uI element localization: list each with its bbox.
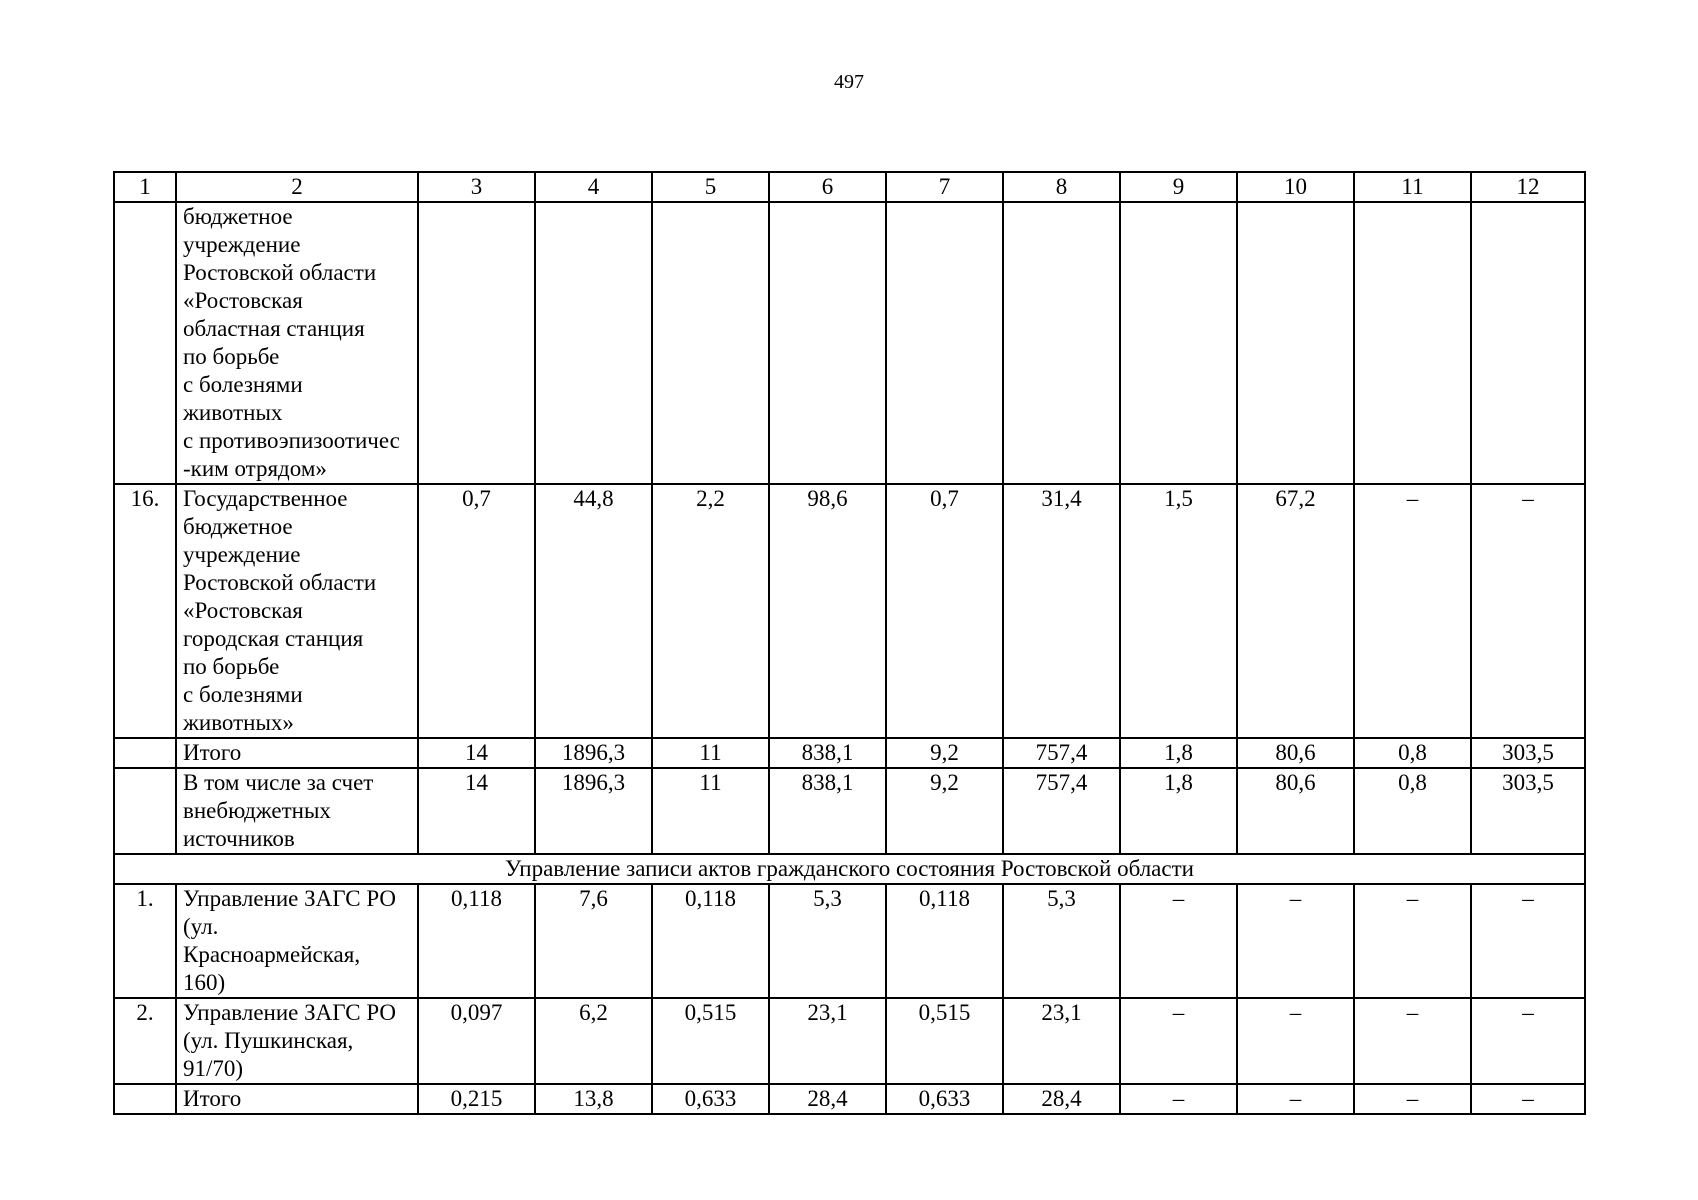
value-cell: 0,7 [418, 484, 535, 738]
column-number-header: 2 [176, 172, 418, 202]
value-cell: – [1237, 884, 1354, 998]
value-cell: 0,8 [1354, 768, 1471, 854]
institution-name-cell: Итого [176, 738, 418, 768]
value-cell: 757,4 [1003, 768, 1120, 854]
value-cell: – [1120, 1084, 1237, 1114]
table-row [114, 484, 1585, 738]
value-cell: 80,6 [1237, 768, 1354, 854]
value-cell: 0,8 [1354, 738, 1471, 768]
institution-name-cell: В том числе за счет внебюджетных источников [176, 768, 418, 854]
value-cell: 757,4 [1003, 738, 1120, 768]
column-number-header: 3 [418, 172, 535, 202]
row-number-cell [114, 202, 176, 484]
row-number-cell [114, 768, 176, 854]
value-cell: 9,2 [886, 738, 1003, 768]
institution-name-cell: Государственное бюджетное учреждение Ростовской области «Ростовская городская станция по борьбе с болезнями животных» [176, 484, 418, 738]
value-cell: 0,118 [886, 884, 1003, 998]
value-cell: – [1120, 998, 1237, 1084]
value-cell: 23,1 [769, 998, 886, 1084]
value-cell: 1,5 [1120, 484, 1237, 738]
value-cell: 303,5 [1471, 768, 1585, 854]
value-cell: – [1471, 998, 1585, 1084]
value-cell: 838,1 [769, 738, 886, 768]
institution-name-cell: бюджетное учреждение Ростовской области «Ростовская областная станция по борьбе с болезнями животных с противоэпизоотичес -ким отрядом» [176, 202, 418, 484]
column-number-header: 8 [1003, 172, 1120, 202]
value-cell: – [1354, 484, 1471, 738]
value-cell: 14 [418, 768, 535, 854]
value-cell: 0,097 [418, 998, 535, 1084]
table-row [114, 884, 1585, 998]
institution-name-cell: Управление ЗАГС РО (ул. Пушкинская, 91/70) [176, 998, 418, 1084]
value-cell: 0,215 [418, 1084, 535, 1114]
value-cell: – [1471, 884, 1585, 998]
value-cell: 28,4 [1003, 1084, 1120, 1114]
column-number-header: 9 [1120, 172, 1237, 202]
row-number-cell [114, 738, 176, 768]
institution-name-cell: Управление ЗАГС РО (ул. Красноармейская, 160) [176, 884, 418, 998]
value-cell [1120, 202, 1237, 484]
section-title: Управление записи актов гражданского состояния Ростовской области [114, 854, 1585, 884]
value-cell: 44,8 [535, 484, 652, 738]
column-number-header: 11 [1354, 172, 1471, 202]
value-cell: 5,3 [769, 884, 886, 998]
table-row [114, 738, 1585, 768]
column-number-header: 10 [1237, 172, 1354, 202]
value-cell: – [1471, 1084, 1585, 1114]
section-header-row [114, 854, 1585, 884]
value-cell: – [1354, 1084, 1471, 1114]
institution-name-cell: Итого [176, 1084, 418, 1114]
value-cell: 5,3 [1003, 884, 1120, 998]
table-row [114, 202, 1585, 484]
row-number-cell [114, 1084, 176, 1114]
column-number-header: 1 [114, 172, 176, 202]
column-number-header: 7 [886, 172, 1003, 202]
column-number-header: 12 [1471, 172, 1585, 202]
value-cell: 6,2 [535, 998, 652, 1084]
value-cell: 0,633 [886, 1084, 1003, 1114]
column-number-header: 6 [769, 172, 886, 202]
row-number-cell: 2. [114, 998, 176, 1084]
value-cell: 1,8 [1120, 768, 1237, 854]
value-cell [535, 202, 652, 484]
value-cell: 2,2 [652, 484, 769, 738]
value-cell: 23,1 [1003, 998, 1120, 1084]
row-number-cell: 1. [114, 884, 176, 998]
value-cell: 0,633 [652, 1084, 769, 1114]
value-cell: 1896,3 [535, 738, 652, 768]
value-cell: 67,2 [1237, 484, 1354, 738]
value-cell [418, 202, 535, 484]
row-number-cell: 16. [114, 484, 176, 738]
value-cell [652, 202, 769, 484]
value-cell: 838,1 [769, 768, 886, 854]
value-cell [1003, 202, 1120, 484]
table-row [114, 998, 1585, 1084]
value-cell: – [1120, 884, 1237, 998]
value-cell: 14 [418, 738, 535, 768]
value-cell: – [1354, 998, 1471, 1084]
value-cell: 303,5 [1471, 738, 1585, 768]
value-cell: 11 [652, 768, 769, 854]
value-cell [1471, 202, 1585, 484]
column-number-header: 4 [535, 172, 652, 202]
column-number-header: 5 [652, 172, 769, 202]
value-cell: – [1237, 1084, 1354, 1114]
value-cell: 9,2 [886, 768, 1003, 854]
value-cell: 13,8 [535, 1084, 652, 1114]
value-cell: – [1237, 998, 1354, 1084]
page-number: 497 [834, 71, 864, 93]
value-cell: 0,118 [418, 884, 535, 998]
value-cell: 0,118 [652, 884, 769, 998]
data-table [113, 171, 1586, 1115]
value-cell: 28,4 [769, 1084, 886, 1114]
value-cell [886, 202, 1003, 484]
value-cell [1354, 202, 1471, 484]
value-cell [1237, 202, 1354, 484]
value-cell: 11 [652, 738, 769, 768]
value-cell: 0,515 [886, 998, 1003, 1084]
value-cell: 0,515 [652, 998, 769, 1084]
value-cell: 1896,3 [535, 768, 652, 854]
value-cell: 31,4 [1003, 484, 1120, 738]
value-cell: 98,6 [769, 484, 886, 738]
value-cell: – [1471, 484, 1585, 738]
value-cell: 0,7 [886, 484, 1003, 738]
table-row [114, 1084, 1585, 1114]
value-cell: 7,6 [535, 884, 652, 998]
value-cell: – [1354, 884, 1471, 998]
table-body [114, 172, 1585, 1114]
value-cell [769, 202, 886, 484]
value-cell: 1,8 [1120, 738, 1237, 768]
value-cell: 80,6 [1237, 738, 1354, 768]
table-row [114, 768, 1585, 854]
column-number-row [114, 172, 1585, 202]
